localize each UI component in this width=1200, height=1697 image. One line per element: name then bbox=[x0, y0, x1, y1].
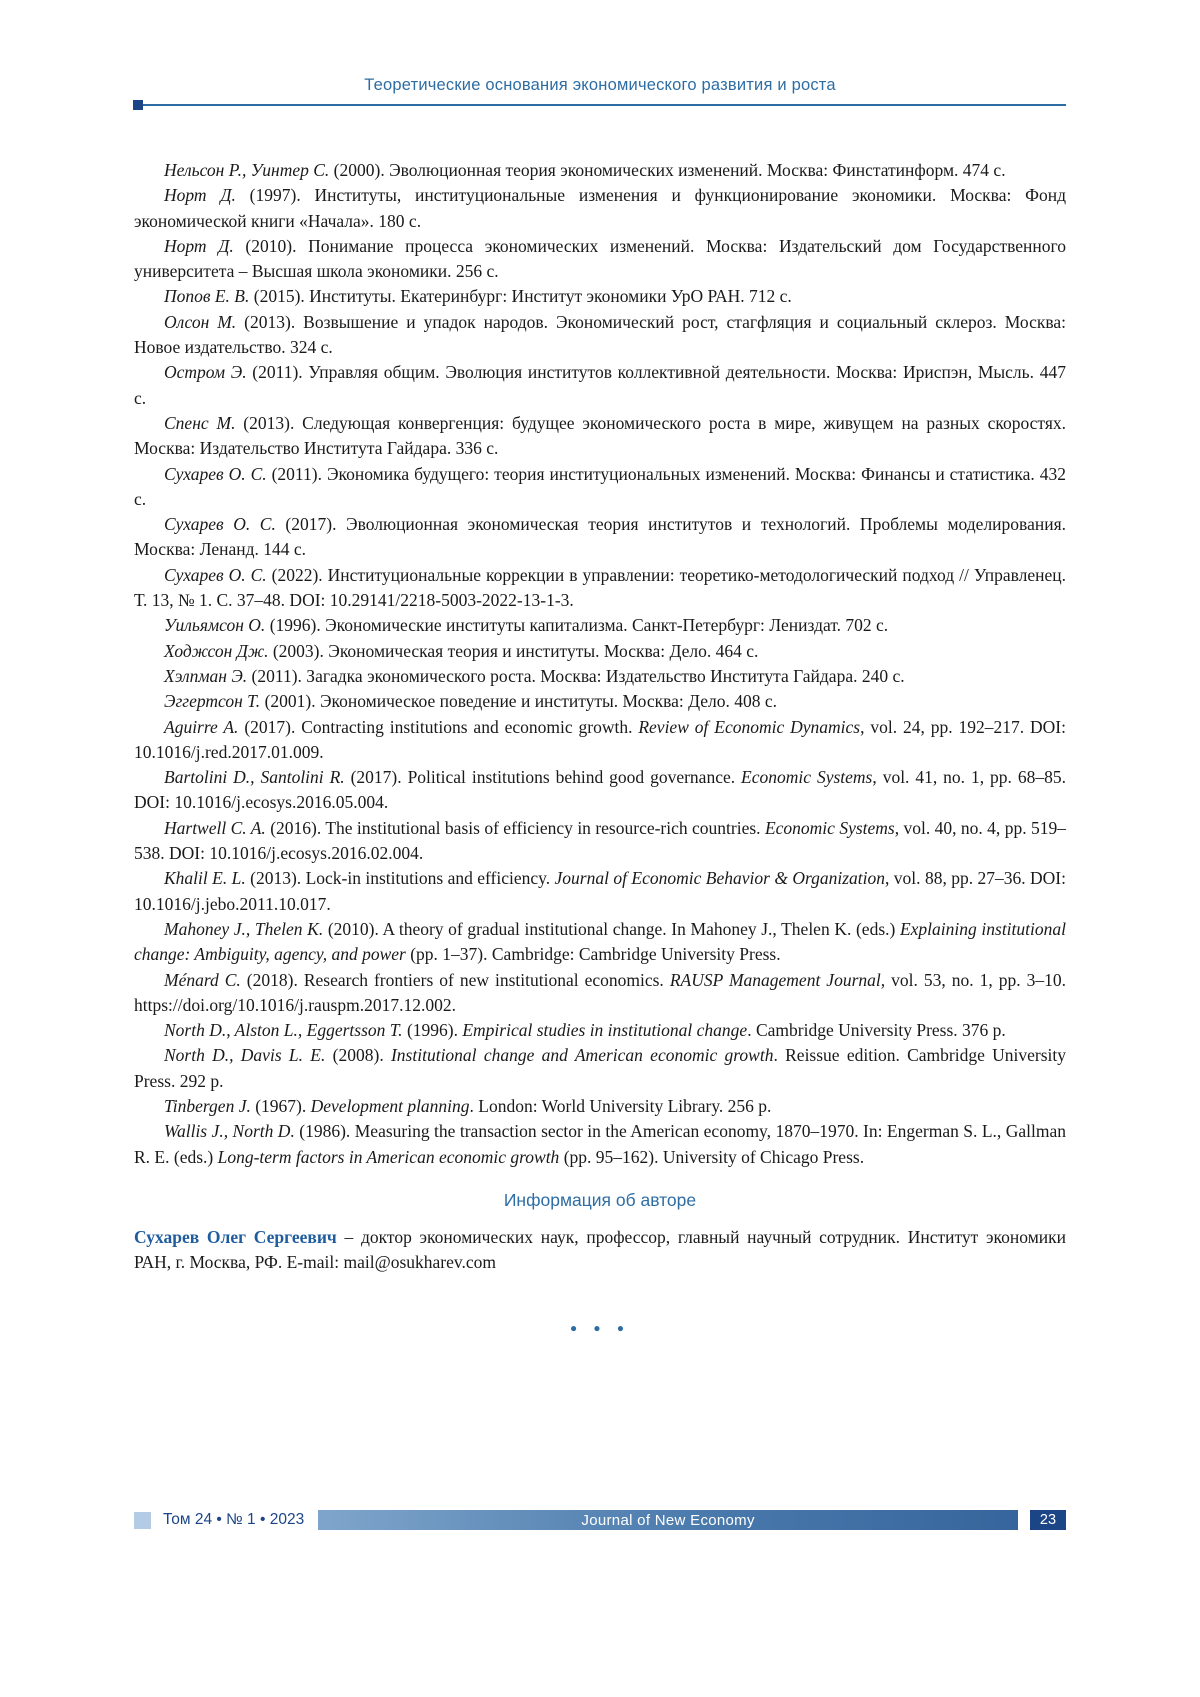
reference-italic-text: Сухарев О. С. bbox=[164, 564, 267, 585]
reference-italic-text: Empirical studies in institutional change bbox=[462, 1020, 748, 1041]
reference-text: (2001). Экономическое поведение и институты. Москва: Дело. 408 с. bbox=[260, 691, 778, 712]
reference-entry bbox=[134, 284, 1066, 309]
reference-text: , vol. 88, pp. 27–36. DOI: 10.1016/j.jebo.2011.10.017. bbox=[134, 868, 1067, 914]
reference-entry bbox=[134, 1119, 1066, 1170]
reference-italic-text: Сухарев О. С. bbox=[164, 514, 276, 535]
reference-entry bbox=[134, 411, 1066, 462]
reference-italic-text: Спенс М. bbox=[164, 412, 236, 433]
reference-text: (2015). Институты. Екатеринбург: Институт экономики УрО РАН. 712 с. bbox=[249, 286, 792, 307]
reference-entry bbox=[134, 664, 1066, 689]
reference-entry bbox=[134, 639, 1066, 664]
reference-text: , vol. 40, no. 4, pp. 519–538. DOI: 10.1016/j.ecosys.2016.02.004. bbox=[134, 817, 1066, 864]
reference-text: (2017). Political institutions behind good governance. bbox=[344, 767, 742, 788]
reference-italic-text: Review of Economic Dynamics bbox=[638, 716, 861, 737]
reference-text: (2013). Lock-in institutions and efficiency. bbox=[245, 868, 555, 889]
reference-text: , vol. 24, pp. 192–217. DOI: 10.1016/j.red.2017.01.009. bbox=[134, 716, 1066, 762]
reference-italic-text: Хэлпман Э. bbox=[164, 665, 248, 686]
reference-text: (2003). Экономическая теория и институты. Москва: Дело. 464 с. bbox=[268, 640, 759, 661]
references-list bbox=[134, 158, 1066, 1170]
reference-italic-text: Long-term factors in American economic growth bbox=[217, 1146, 560, 1167]
reference-italic-text: Bartolini D., Santolini R. bbox=[164, 767, 345, 788]
reference-italic-text: Wallis J., North D. bbox=[164, 1121, 295, 1142]
footer-left-square bbox=[134, 1512, 151, 1529]
reference-italic-text: Олсон М. bbox=[164, 311, 237, 332]
reference-text: (2022). Институциональные коррекции в управлении: теоретико-методологический подход // Управленец. Т. 13, № 1. С. 37–48. DOI: 10.29141/2218-5003-2022-13-1-3. bbox=[134, 564, 1066, 611]
footer-journal-name: Journal of New Economy bbox=[581, 1511, 755, 1529]
reference-text: (1996). bbox=[402, 1020, 463, 1041]
reference-entry bbox=[134, 613, 1066, 638]
reference-text: . London: World University Library. 256 p. bbox=[469, 1095, 772, 1116]
reference-text: (2010). Понимание процесса экономических изменений. Москва: Издательский дом Государственного университета – Высшая школа экономики. 256 с. bbox=[134, 235, 1066, 282]
header-rule bbox=[134, 104, 1066, 106]
reference-text: (1996). Экономические институты капитализма. Санкт-Петербург: Лениздат. 702 с. bbox=[265, 615, 889, 636]
dots-separator: • • • bbox=[570, 1319, 630, 1341]
reference-entry bbox=[134, 715, 1066, 766]
reference-text: (2016). The institutional basis of efficiency in resource-rich countries. bbox=[265, 817, 765, 838]
reference-italic-text: Уильямсон О. bbox=[164, 615, 266, 636]
reference-text: (2017). Эволюционная экономическая теория институтов и технологий. Проблемы моделирования. Москва: Ленанд. 144 с. bbox=[134, 514, 1066, 560]
running-head-title: Теоретические основания экономического развития и роста bbox=[364, 76, 836, 94]
reference-entry bbox=[134, 310, 1066, 361]
reference-italic-text: Tinbergen J. bbox=[164, 1095, 251, 1116]
author-info-paragraph bbox=[134, 1225, 1066, 1276]
reference-italic-text: North D., Alston L., Eggertsson T. bbox=[164, 1020, 403, 1041]
reference-entry bbox=[134, 158, 1066, 183]
reference-text: (1986). Measuring the transaction sector in the American economy, 1870–1970. In: Engerman S. L., Gallman R. E. (eds.) bbox=[134, 1121, 1066, 1167]
reference-text: (2011). Управляя общим. Эволюция институтов коллективной деятельности. Москва: Ириспэн, Мысль. 447 с. bbox=[134, 362, 1066, 408]
reference-entry bbox=[134, 183, 1066, 234]
reference-text: (pp. 95–162). University of Chicago Press. bbox=[559, 1146, 865, 1167]
reference-text: (2011). Загадка экономического роста. Москва: Издательство Института Гайдара. 240 с. bbox=[247, 665, 905, 686]
reference-text: , vol. 41, no. 1, pp. 68–85. DOI: 10.1016/j.ecosys.2016.05.004. bbox=[134, 767, 1066, 813]
reference-text: (2017). Contracting institutions and economic growth. bbox=[238, 716, 639, 737]
reference-italic-text: North D., Davis L. E. bbox=[164, 1045, 326, 1066]
reference-text: . Cambridge University Press. 376 p. bbox=[747, 1020, 1006, 1041]
reference-italic-text: Mahoney J., Thelen K. bbox=[164, 918, 324, 939]
reference-entry bbox=[134, 1018, 1066, 1043]
reference-entry bbox=[134, 234, 1066, 285]
reference-entry bbox=[134, 462, 1066, 513]
reference-italic-text: Hartwell C. A. bbox=[164, 817, 266, 838]
reference-italic-text: Aguirre A. bbox=[164, 716, 239, 737]
footer-page-number-box bbox=[1030, 1510, 1066, 1530]
reference-italic-text: Норт Д. bbox=[164, 185, 236, 206]
reference-italic-text: Ходжсон Дж. bbox=[164, 640, 269, 661]
footer-page-number: 23 bbox=[1039, 1512, 1057, 1528]
reference-entry bbox=[134, 1094, 1066, 1119]
reference-italic-text: Остром Э. bbox=[164, 362, 247, 383]
reference-entry bbox=[134, 765, 1066, 816]
reference-text: (1997). Институты, институциональные изменения и функционирование экономики. Москва: Фонд экономической книги «Начала». 180 с. bbox=[134, 185, 1066, 231]
reference-text: (2008). bbox=[325, 1045, 391, 1066]
reference-italic-text: Khalil E. L. bbox=[164, 868, 246, 889]
reference-entry bbox=[134, 1043, 1066, 1094]
reference-text: (2011). Экономика будущего: теория институциональных изменений. Москва: Финансы и статистика. 432 с. bbox=[134, 463, 1067, 509]
reference-text: (2013). Возвышение и упадок народов. Экономический рост, стагфляция и социальный склероз. Москва: Новое издательство. 324 с. bbox=[134, 311, 1067, 358]
reference-text: . Reissue edition. Cambridge University Press. 292 p. bbox=[134, 1045, 1067, 1091]
reference-italic-text: Development planning bbox=[310, 1095, 470, 1116]
reference-text: (2000). Эволюционная теория экономических изменений. Москва: Финстатинформ. 474 с. bbox=[329, 160, 1006, 180]
reference-italic-text: Норт Д. bbox=[164, 235, 234, 256]
reference-italic-text: RAUSP Management Journal, bbox=[669, 969, 886, 990]
reference-italic-text: Попов Е. В. bbox=[164, 286, 250, 307]
reference-entry bbox=[134, 360, 1066, 411]
footer bbox=[134, 1510, 1066, 1530]
reference-text: vol. 53, no. 1, pp. 3–10. https://doi.org/10.1016/j.rauspm.2017.12.002. bbox=[134, 969, 1066, 1015]
reference-italic-text: Economic Systems bbox=[741, 767, 873, 788]
reference-entry bbox=[134, 563, 1066, 614]
reference-italic-text: Journal of Economic Behavior & Organization bbox=[554, 868, 886, 889]
footer-issue-label: Том 24 • № 1 • 2023 bbox=[163, 1511, 305, 1528]
reference-italic-text: Ménard C. bbox=[164, 969, 241, 990]
author-name: Сухарев Олег Сергеевич bbox=[134, 1226, 337, 1247]
reference-text: (2018). Research frontiers of new institutional economics. bbox=[240, 969, 670, 990]
author-info-heading: Информация об авторе bbox=[503, 1189, 697, 1210]
reference-italic-text: Institutional change and American economic growth bbox=[390, 1045, 774, 1066]
reference-entry bbox=[134, 917, 1066, 968]
reference-entry bbox=[134, 866, 1066, 917]
reference-text: (pp. 1–37). Cambridge: Cambridge University Press. bbox=[405, 944, 781, 965]
reference-italic-text: Эггертсон Т. bbox=[164, 691, 261, 712]
reference-entry bbox=[134, 816, 1066, 867]
footer-journal-bar bbox=[318, 1510, 1018, 1530]
header-rule-square bbox=[133, 100, 143, 110]
reference-italic-text: Economic Systems bbox=[764, 817, 895, 838]
reference-entry bbox=[134, 689, 1066, 714]
author-details: – доктор экономических наук, профессор, главный научный сотрудник. Институт экономики РАН, г. Москва, РФ. E-mail: mail@osukharev.com bbox=[134, 1226, 1066, 1273]
reference-text: (2013). Следующая конвергенция: будущее экономического роста в мире, живущем на разных скоростях. Москва: Издательство Института Гайдара. 336 с. bbox=[134, 412, 1067, 459]
reference-italic-text: Explaining institutional change: Ambiguity, agency, and power bbox=[134, 918, 1066, 965]
reference-italic-text: Сухарев О. С. bbox=[164, 463, 267, 484]
reference-text: (1967). bbox=[250, 1095, 311, 1116]
reference-entry bbox=[134, 512, 1066, 563]
reference-entry bbox=[134, 968, 1066, 1019]
reference-italic-text: Нельсон Р., Уинтер С. bbox=[164, 160, 330, 180]
reference-text: (2010). A theory of gradual institutional change. In Mahoney J., Thelen K. (eds.) bbox=[323, 918, 900, 939]
